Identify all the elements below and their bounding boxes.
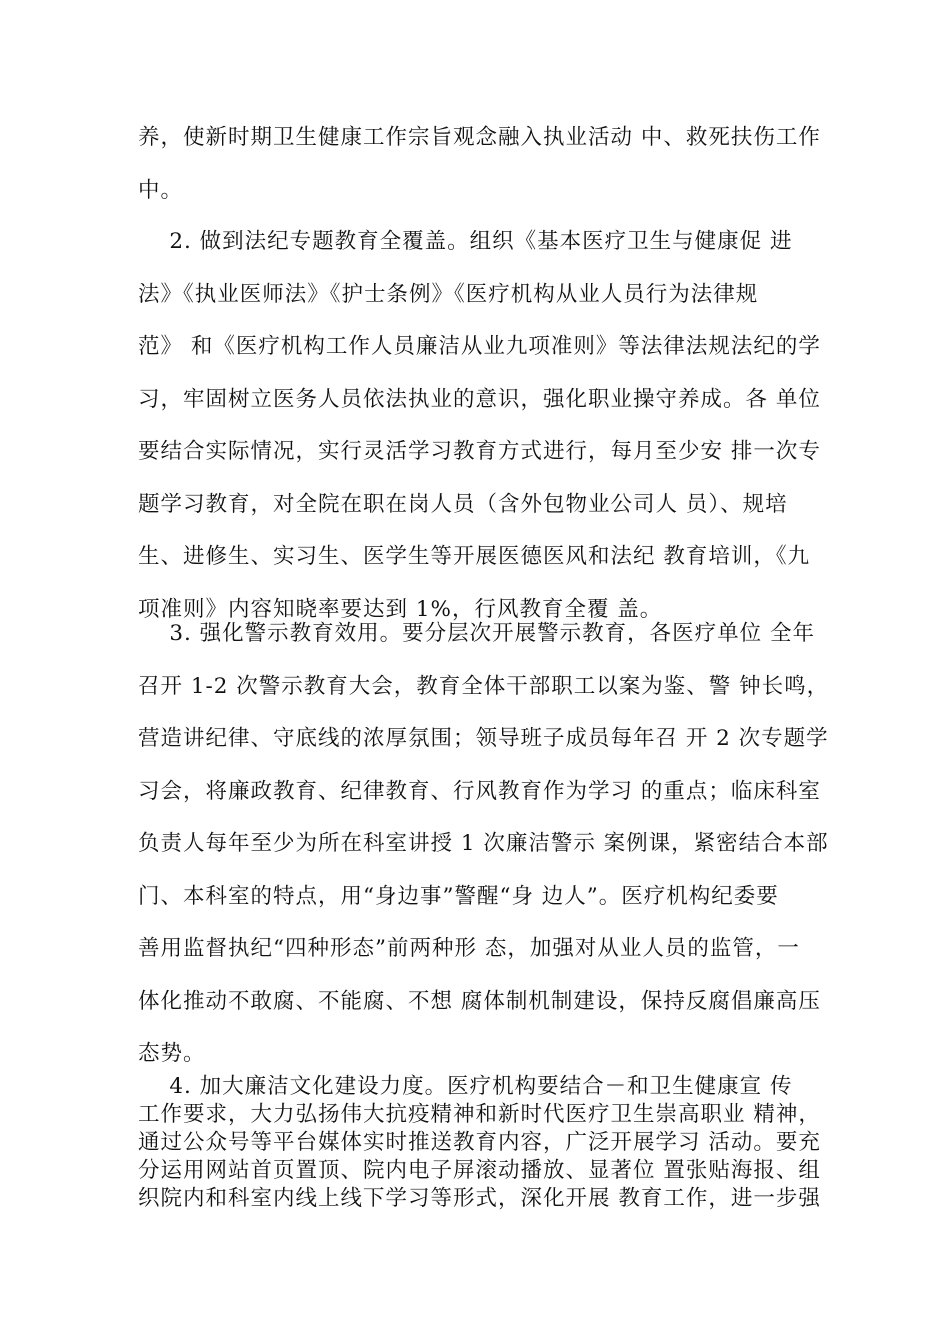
text-line: 项准则》内容知晓率要达到 1%，行风教育全覆 盖。: [138, 596, 663, 622]
text-line: 召开 1-2 次警示教育大会，教育全体干部职工以案为鉴、警 钟长鸣，: [138, 673, 830, 699]
text-line: 善用监督执纪“四种形态”前两种形 态，加强对从业人员的监管，一: [138, 936, 800, 961]
text-line: 态势。: [138, 1041, 206, 1066]
text-line: 范》 和《医疗机构工作人员廉洁从业九项准则》等法律法规法纪的学: [138, 334, 821, 359]
text-line: 通过公众号等平台媒体实时推送教育内容，广泛开展学习 活动。要充: [138, 1130, 821, 1155]
text-line: 2. 做到法纪专题教育全覆盖。组织《基本医疗卫生与健康促 进: [138, 229, 793, 254]
text-line: 工作要求，大力弘扬伟大抗疫精神和新时代医疗卫生崇高职业 精神，: [138, 1102, 821, 1127]
paragraph-section-2: [138, 216, 828, 636]
text-line: 3. 强化警示教育效用。要分层次开展警示教育，各医疗单位 全年: [138, 621, 816, 646]
text-line: 体化推动不敢腐、不能腐、不想 腐体制机制建设，保持反腐倡廉高压: [138, 988, 821, 1014]
text-line: 4. 加大廉洁文化建设力度。医疗机构要结合－和卫生健康宣 传: [138, 1074, 793, 1099]
paragraph-section-3: [138, 608, 828, 1081]
text-line: 分运用网站首页置顶、院内电子屏滚动播放、显著位 置张贴海报、组: [138, 1158, 821, 1183]
text-line: 营造讲纪律、守底线的浓厚氛围；领导班子成员每年召 开 2 次专题学: [138, 726, 829, 751]
text-line: 门、本科室的特点，用“身边事”警醒“身 边人”。医疗机构纪委要: [138, 883, 779, 909]
text-line: 习，牢固树立医务人员依法执业的意识，强化职业操守养成。各 单位: [138, 386, 821, 412]
text-line: 织院内和科室内线上线下学习等形式，深化开展 教育工作，进一步强: [138, 1186, 821, 1211]
text-line: 生、进修生、实习生、医学生等开展医德医风和法纪 教育培训，《九: [138, 544, 811, 569]
text-line: 要结合实际情况，实行灵活学习教育方式进行，每月至少安 排一次专: [138, 439, 821, 464]
text-line: 题学习教育，对全院在职在岗人员（含外包物业公司人 员）、规培: [138, 491, 788, 517]
text-line: 中。: [138, 177, 184, 203]
paragraph-continuation: [138, 112, 828, 217]
paragraph-section-4: [138, 1073, 828, 1213]
text-line: 养，使新时期卫生健康工作宗旨观念融入执业活动 中、救死扶伤工作: [138, 125, 821, 150]
text-line: 习会，将廉政教育、纪律教育、行风教育作为学习 的重点；临床科室: [138, 778, 821, 804]
text-line: 负责人每年至少为所在科室讲授 1 次廉洁警示 案例课，紧密结合本部: [138, 831, 829, 856]
text-line: 法》《执业医师法》《护士条例》《医疗机构从业人员行为法律规: [138, 281, 759, 307]
